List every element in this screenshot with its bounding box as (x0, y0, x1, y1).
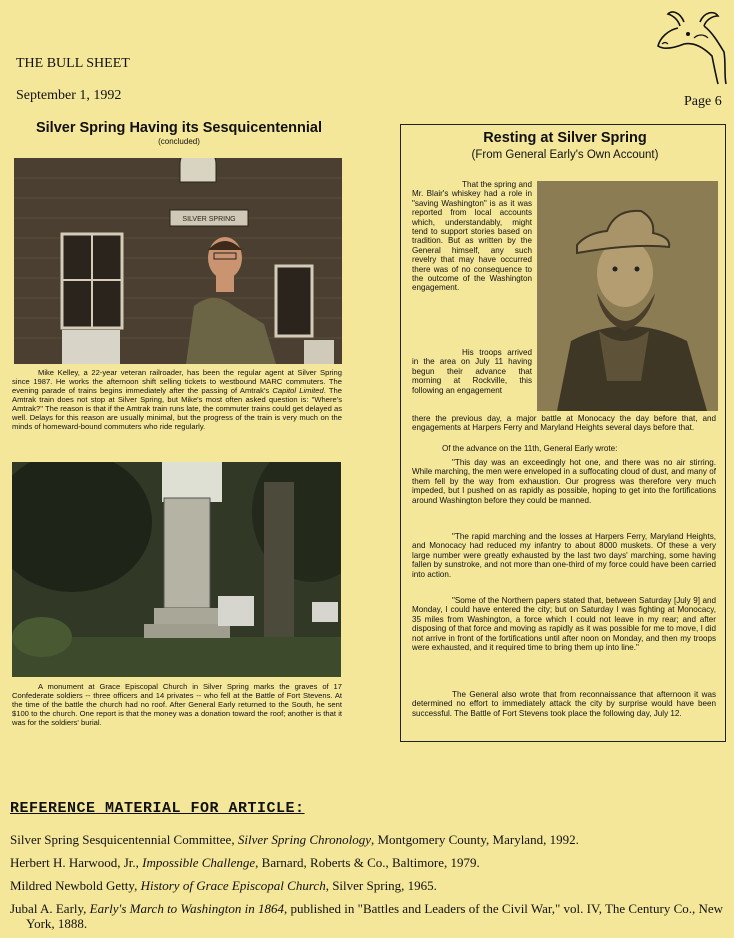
bull-head-logo-icon (654, 4, 728, 86)
reference-item: Herbert H. Harwood, Jr., Impossible Challenge, Barnard, Roberts & Co., Baltimore, 1979. (10, 855, 480, 870)
photo-caption-agent: Mike Kelley, a 22-year veteran railroader, has been the regular agent at Silver Spring since 1987. He works the afternoon shift selling tickets to westbound MARC commuters. The evening parade of trains begins immediately after the passing of Amtrak's Capitol Limited. The Amtrak train does not stop at Silver Spring, but Mike's most often asked question is: "Where's Amtrak?" The reason is that if the Amtrak train runs late, the commuter trains could get delayed as well. Delays for this reason are usually minimal, but the progress of the train is very much on the minds of homeward-bound commuters who ride regularly. (12, 368, 342, 431)
general-early-portrait (537, 181, 718, 411)
right-article-subtitle: (From General Early's Own Account) (471, 149, 659, 161)
reference-item: Mildred Newbold Getty, History of Grace Episcopal Church, Silver Spring, 1965. (10, 878, 437, 893)
reference-item: Silver Spring Sesquicentennial Committee, Silver Spring Chronology, Montgomery County, Maryland, 1992. (10, 832, 579, 847)
left-article-subtitle: (concluded) (158, 137, 200, 146)
reference-item: Jubal A. Early, Early's March to Washington in 1864, published in "Battles and Leaders of the Civil War," vol. IV, The Century Co., New York, 1888. (10, 901, 724, 931)
sidebar-quote-3: "Some of the Northern papers stated that, between Saturday [July 9] and Monday, I could have entered the city; but on Saturday I was fighting at Monocacy, 35 miles from Washington, a force which I could not leave in my rear; and after disposing of that force and moving as rapidly as it was possible for me to move, I did not arrive in front of the fortifications until after noon on Monday, and then my troops were exhausted, and it required time to bring them up into line." (412, 596, 716, 653)
station-sign: SILVER SPRING (182, 216, 236, 223)
left-article-title: Silver Spring Having its Sesquicentennial (35, 120, 323, 136)
sidebar-quote-1: "This day was an exceedingly hot one, and there was no air stirring. While marching, the men were enveloped in a suffocating cloud of dust, and many of them fell by the way from exhaustion. Our progress was therefore very much impeded, but I pushed on as rapidly as possible, hoping to get into the fortifications around Washington before they could be manned. (412, 458, 716, 505)
sidebar-paragraph-3: there the previous day, a major battle at Monocacy the day before that, and engagements at Harpers Ferry and Maryland Heights several days before that. (412, 414, 716, 433)
photo-caption-monument: A monument at Grace Episcopal Church in Silver Spring marks the graves of 17 Confederate soldiers -- three officers and 14 privates -- who fell at the Battle of Fort Stevens. At the time of the battle the church had no roof. After General Early returned to the South, he sent $100 to the church. One report is that the money was a donation toward the roof; another is that it was for the soldiers' burial. (12, 682, 342, 727)
sidebar-paragraph-1: That the spring and Mr. Blair's whiskey had a role in "saving Washington" is as it was reported from local accounts which, understandably, might tend to support stories based on tradition. But as written by the General himself, any such revelry that may have occurred there was of no consequence to the outcome of the Washington engagement. (412, 180, 532, 293)
masthead: THE BULL SHEET (16, 56, 130, 71)
references-heading: REFERENCE MATERIAL FOR ARTICLE: (10, 800, 305, 817)
right-article-title: Resting at Silver Spring (483, 130, 647, 146)
page-number: Page 6 (684, 94, 722, 109)
sidebar-quote-2: "The rapid marching and the losses at Harpers Ferry, Maryland Heights, and Monocacy had reduced my infantry to about 8000 muskets. Of these a very large number were greatly exhausted by the last two days' marching, some having fallen by sunstroke, and not more than one-third of my force could have been carried into action. (412, 532, 716, 579)
sidebar-paragraph-4: Of the advance on the 11th, General Early wrote: (442, 444, 618, 453)
sidebar-paragraph-final: The General also wrote that from reconnaissance that afternoon it was determined no effort to immediately attack the city by surprise would have been successful. The Battle of Fort Stevens took place the following day, July 12. (412, 690, 716, 718)
church-monument-photo (12, 462, 341, 677)
station-agent-photo (14, 158, 342, 364)
sidebar-paragraph-2: His troops arrived in the area on July 11 having begun their advance that morning at Rockville, this following an engagement (412, 348, 532, 395)
issue-date: September 1, 1992 (16, 88, 122, 103)
